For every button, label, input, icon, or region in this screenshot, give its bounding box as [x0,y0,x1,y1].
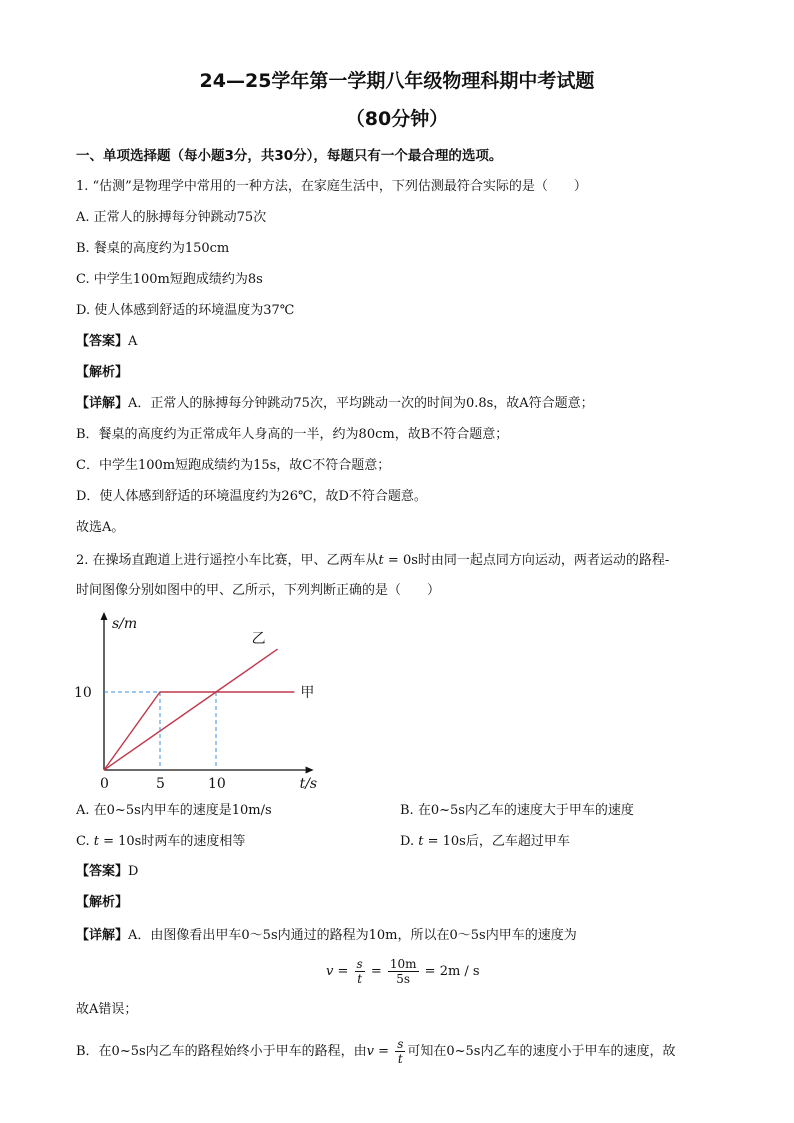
formula-fraction-s-over-t [355,957,365,986]
x-tick-label-0: 0 [100,776,109,792]
st-graph [70,608,318,793]
x-tick-label-10: 10 [208,776,226,792]
q1-detail-b: B．餐桌的高度约为正常成年人身高的一半，约为80cm，故B不符合题意； [76,427,509,442]
q2-option-d-pre: D. [400,834,419,849]
section-heading: 一、单项选择题（每小题3分，共30分），每题只有一个最合理的选项。 [76,148,503,164]
q2-stem-t: t [378,553,384,568]
q2-option-d-t: t [418,834,424,849]
detail-label: 【详解】 [76,396,129,411]
q1-conclusion: 故选A。 [76,520,125,535]
q1-detail-a [76,394,594,414]
q2-detail-b-t: t [397,1052,403,1066]
q2-stem-line1 [76,551,669,571]
q2-stem-part-a: 2. 在操场直跑道上进行遥控小车比赛，甲、乙两车从 [76,553,379,568]
q1-option-a: A. 正常人的脉搏每分钟跳动75次 [76,210,267,225]
q2-option-d-post: = 10s后，乙车超过甲车 [423,834,570,849]
q1-answer [76,332,137,352]
series-line-yi [104,649,278,770]
detail-label: 【详解】 [76,928,129,943]
y-axis-label: s/m [112,616,138,632]
formula-s: s [356,957,363,971]
formula-eq1: = [333,964,353,979]
analysis-label: 【解析】 [76,365,129,380]
y-tick-label-10: 10 [74,685,92,701]
formula-t: t [357,972,363,986]
detail-text: A．正常人的脉搏每分钟跳动75次，平均跳动一次的时间为0.8s，故A符合题意； [128,396,594,411]
answer-label: 【答案】 [76,864,129,879]
q2-detail-a [76,926,577,946]
q2-detail-b [76,1034,675,1070]
q2-detail-b-part-b: 可知在0~5s内乙车的速度小于甲车的速度，故 [407,1044,676,1059]
q2-analysis [76,893,128,913]
q2-detail-a-conclusion: 故A错误； [76,1002,138,1017]
analysis-label: 【解析】 [76,895,129,910]
q1-option-c: C. 中学生100m短跑成绩约为8s [76,272,263,287]
q2-detail-b-part-a: B．在0~5s内乙车的路程始终小于甲车的路程，由 [76,1044,367,1059]
formula-v: v [326,964,334,979]
q1-stem: 1. “估测”是物理学中常用的一种方法，在家庭生活中，下列估测最符合实际的是（ ） [76,179,587,194]
series-label-yi: 乙 [251,631,266,648]
answer-value: A [128,334,138,349]
q1-detail-c: C．中学生100m短跑成绩约为15s，故C不符合题意； [76,458,391,473]
q2-option-c [76,832,245,852]
x-axis-label: t/s [299,776,318,792]
answer-value: D [128,864,139,879]
formula-num2: 10m [389,957,417,971]
series-label-jia: 甲 [300,685,315,701]
q2-option-c-pre: C. [76,834,94,849]
y-axis-arrow [101,612,108,620]
q2-answer [76,862,138,882]
q1-detail-d: D．使人体感到舒适的环境温度约为26℃，故D不符合题意。 [76,489,427,504]
q2-option-d [400,832,570,852]
q2-detail-b-eq: = [374,1044,394,1059]
formula-eq2: = [366,964,386,979]
exam-duration: （80分钟） [345,108,449,130]
formula-den2: 5s [396,972,411,986]
q2-option-c-t: t [93,834,99,849]
answer-label: 【答案】 [76,334,129,349]
q1-option-b: B. 餐桌的高度约为150cm [76,241,230,256]
q2-detail-b-s: s [397,1037,404,1051]
q2-option-c-post: = 10s时两车的速度相等 [98,834,246,849]
q1-analysis [76,363,128,383]
x-axis-arrow [306,767,314,774]
x-tick-label-5: 5 [156,776,165,792]
q2-detail-b-fraction [395,1037,405,1066]
formula-result: = 2m / s [420,964,480,979]
q2-detail-b-v: v [366,1044,375,1059]
q2-option-b: B. 在0~5s内乙车的速度大于甲车的速度 [400,803,634,818]
exam-title: 24—25学年第一学期八年级物理科期中考试题 [199,70,595,92]
q1-option-d: D. 使人体感到舒适的环境温度为37℃ [76,303,295,318]
q2-option-a: A. 在0~5s内甲车的速度是10m/s [76,803,272,818]
detail-text: A．由图像看出甲车0～5s内通过的路程为10m，所以在0～5s内甲车的速度为 [128,928,577,943]
q2-stem-line2: 时间图像分别如图中的甲、乙所示，下列判断正确的是（ ） [76,583,441,598]
speed-formula [326,952,480,992]
q2-stem-part-b: = 0s时由同一起点同方向运动，两者运动的路程- [383,553,670,568]
formula-fraction-values [388,957,419,986]
